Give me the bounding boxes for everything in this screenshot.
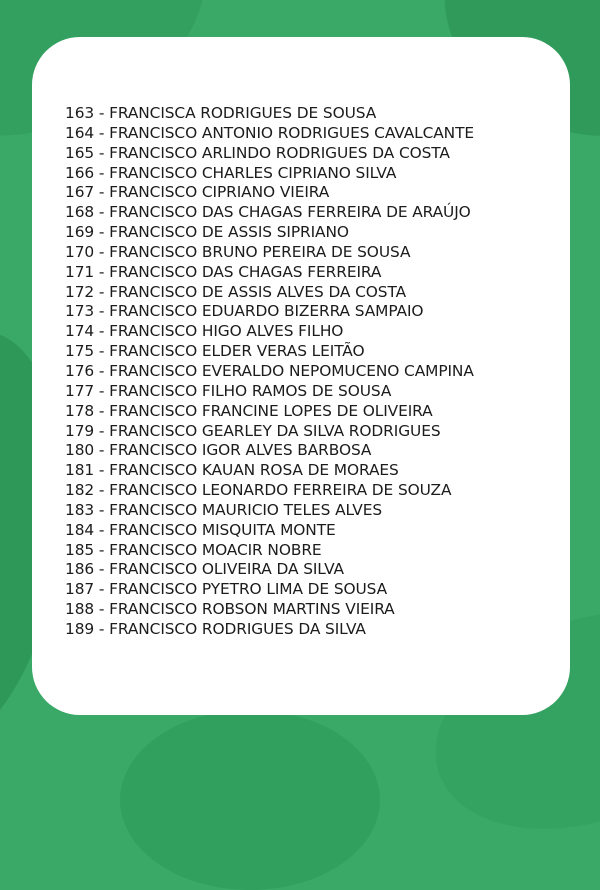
name-entry: 163 - FRANCISCA RODRIGUES DE SOUSA [65,104,377,122]
name-entry: 166 - FRANCISCO CHARLES CIPRIANO SILVA [65,163,397,182]
name-entry: 170 - FRANCISCO BRUNO PEREIRA DE SOUSA [65,242,411,261]
name-entry: 168 - FRANCISCO DAS CHAGAS FERREIRA DE ARAÚJO [65,203,471,222]
name-entry: 177 - FRANCISCO FILHO RAMOS DE SOUSA [65,381,392,400]
name-entry: 186 - FRANCISCO OLIVEIRA DA SILVA [65,560,344,579]
name-entry: 182 - FRANCISCO LEONARDO FERREIRA DE SOUZA [65,481,452,500]
name-entry: 174 - FRANCISCO HIGO ALVES FILHO [65,322,344,341]
name-entry: 172 - FRANCISCO DE ASSIS ALVES DA COSTA [65,282,407,301]
name-entry: 188 - FRANCISCO ROBSON MARTINS VIEIRA [65,600,395,619]
name-entry: 185 - FRANCISCO MOACIR NOBRE [65,540,322,559]
names-list [65,104,474,640]
background-leaf-shape [120,710,380,890]
name-entry: 171 - FRANCISCO DAS CHAGAS FERREIRA [65,262,382,281]
name-entry: 167 - FRANCISCO CIPRIANO VIEIRA [65,183,330,202]
name-entry: 184 - FRANCISCO MISQUITA MONTE [65,520,336,539]
name-entry: 178 - FRANCISCO FRANCINE LOPES DE OLIVEIRA [65,401,433,420]
name-entry: 181 - FRANCISCO KAUAN ROSA DE MORAES [65,461,399,480]
name-entry: 176 - FRANCISCO EVERALDO NEPOMUCENO CAMPINA [65,361,474,380]
name-entry: 180 - FRANCISCO IGOR ALVES BARBOSA [65,441,372,460]
name-entry: 183 - FRANCISCO MAURICIO TELES ALVES [65,500,383,519]
names-card [32,37,570,715]
name-entry: 175 - FRANCISCO ELDER VERAS LEITÃO [65,342,365,361]
name-entry: 169 - FRANCISCO DE ASSIS SIPRIANO [65,223,349,242]
name-entry: 164 - FRANCISCO ANTONIO RODRIGUES CAVALCANTE [65,123,475,142]
name-entry: 189 - FRANCISCO RODRIGUES DA SILVA [65,619,366,638]
name-entry: 165 - FRANCISCO ARLINDO RODRIGUES DA COSTA [65,143,450,162]
name-entry: 187 - FRANCISCO PYETRO LIMA DE SOUSA [65,580,388,599]
name-entry: 179 - FRANCISCO GEARLEY DA SILVA RODRIGUES [65,421,441,440]
name-entry: 173 - FRANCISCO EDUARDO BIZERRA SAMPAIO [65,302,424,321]
